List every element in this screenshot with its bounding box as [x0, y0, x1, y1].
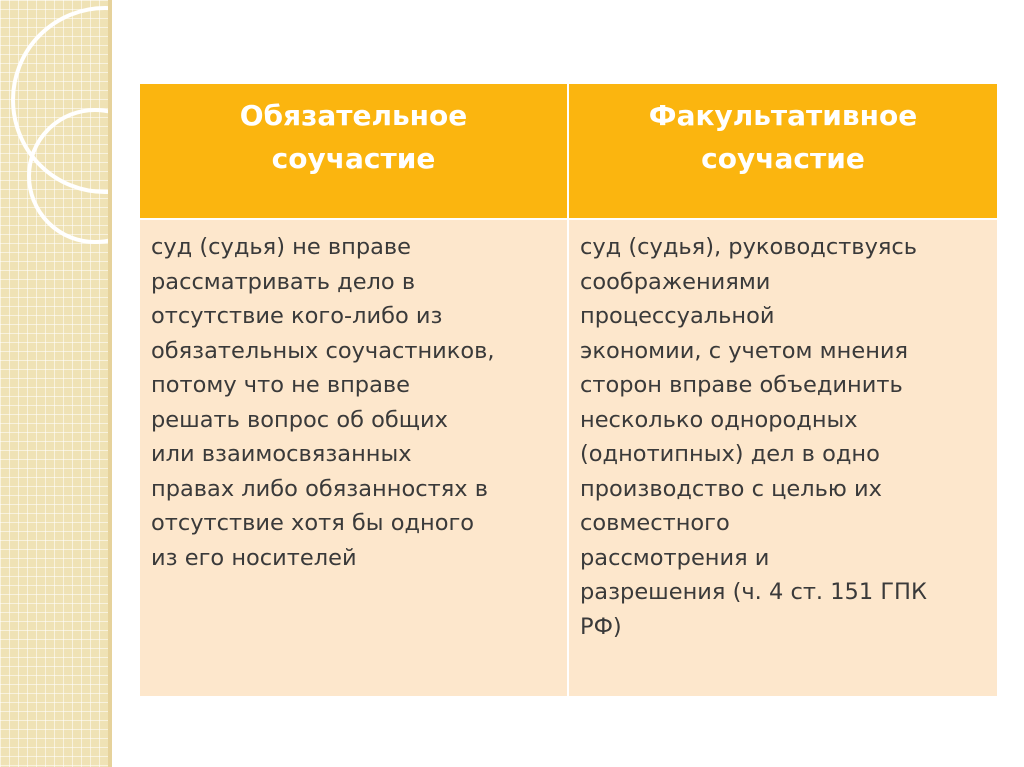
text-line: процессуальной — [580, 303, 775, 329]
text-line: совместного — [580, 510, 730, 536]
header-line: соучастие — [701, 142, 865, 175]
text-line: сторон вправе объединить — [580, 372, 903, 398]
text-line: рассматривать дело в — [151, 268, 416, 295]
text-line: производство с целью их — [580, 475, 882, 502]
text-line: суд (судья) не вправе — [151, 234, 411, 260]
text-line: соображениями — [580, 268, 771, 295]
text-line: решать вопрос об общих — [151, 406, 448, 433]
decorative-ring-large — [13, 8, 112, 192]
text-line: из его носителей — [151, 544, 357, 571]
decorative-ring-small — [29, 110, 112, 242]
side-panel-edge — [108, 0, 112, 767]
text-line: отсутствие хотя бы одного — [151, 510, 475, 536]
text-line: обязательных соучастников, — [151, 337, 495, 364]
cell-mandatory-description — [140, 220, 567, 696]
text-line: РФ) — [580, 613, 622, 640]
text-line: (однотипных) дел в одно — [580, 441, 880, 467]
text-line: суд (судья), руководствуясь — [580, 234, 918, 260]
decorative-side-panel — [0, 0, 112, 767]
text-line: отсутствие кого-либо из — [151, 303, 443, 329]
header-optional — [569, 84, 997, 218]
text-line: рассмотрения и — [580, 544, 770, 571]
text-line: экономии, с учетом мнения — [580, 337, 909, 364]
header-line: соучастие — [271, 142, 436, 175]
text-line: разрешения (ч. 4 ст. 151 ГПК — [580, 579, 927, 605]
header-line: Обязательное — [239, 99, 468, 132]
cell-optional-description — [569, 220, 997, 696]
text-line: несколько однородных — [580, 406, 858, 433]
text-line: потому что не вправе — [151, 372, 410, 398]
header-line: Факультативное — [648, 99, 918, 132]
header-mandatory — [140, 84, 567, 218]
text-line: правах либо обязанностях в — [151, 475, 488, 502]
decorative-rings — [0, 0, 112, 767]
comparison-table — [140, 84, 997, 696]
text-line: или взаимосвязанных — [151, 441, 412, 467]
